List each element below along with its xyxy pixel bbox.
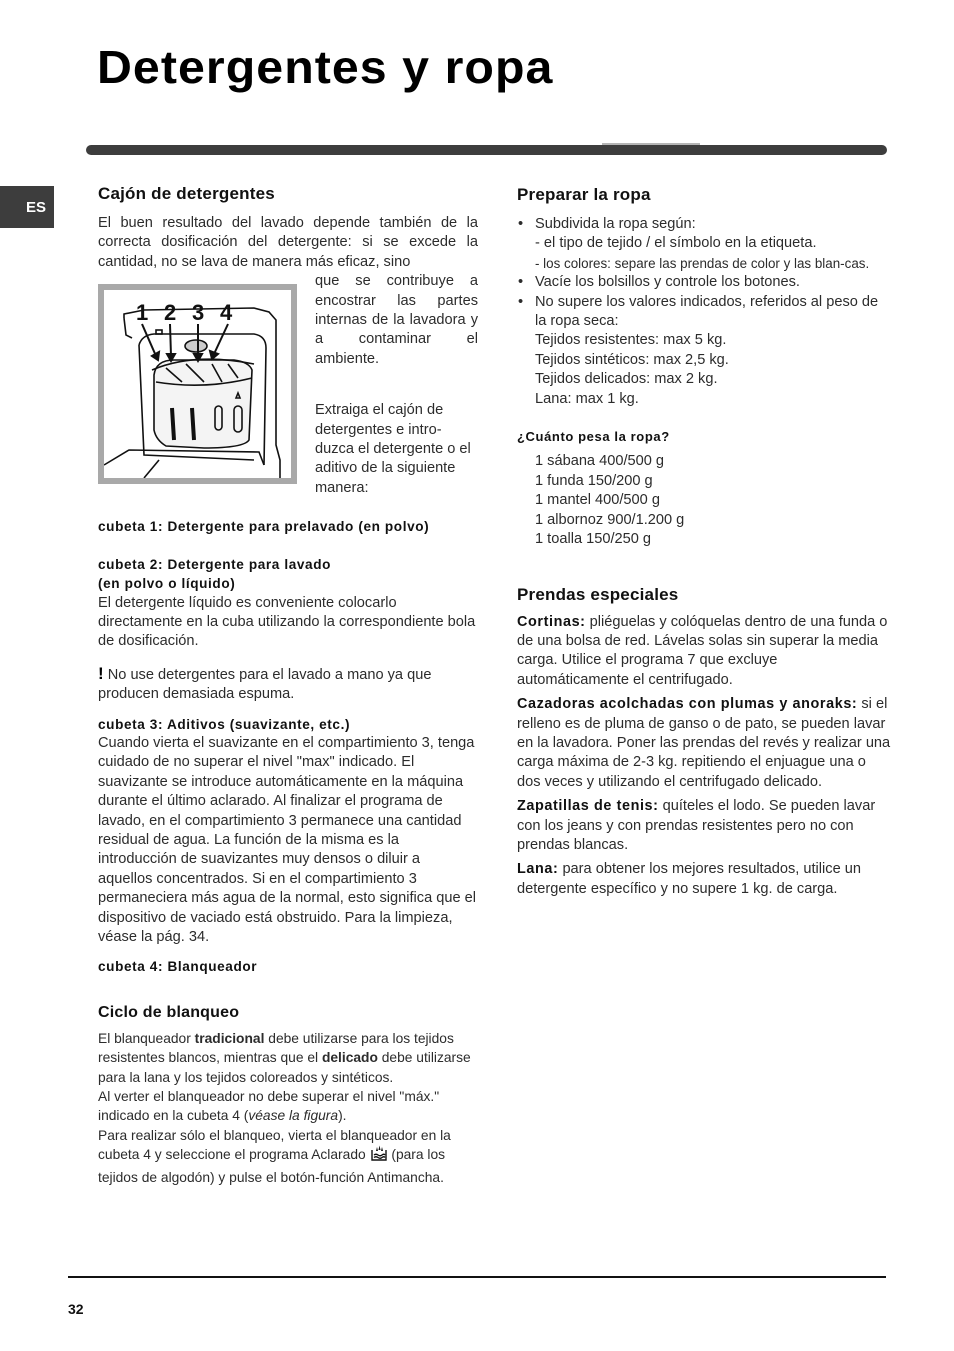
text: (para los tejidos de algodón) y pulse el botón-función Antimancha. [98, 1147, 446, 1185]
special-item-wool [517, 860, 893, 899]
section-heading-detergent-drawer: Cajón de detergentes [98, 184, 275, 203]
detergent-drawer-illustration-icon [104, 290, 291, 478]
weight-item: 1 funda 150/200 g [535, 472, 653, 489]
item-text: pliéguelas y colóquelas dentro de una funda o de una bolsa de red. Lávelas solas sin superar la media carga. Utilice el programa 7 que excluye automáticamente el centrifugado. [517, 613, 888, 688]
text: Al verter el blanqueador no debe superar el nivel "máx." indicado en la cubeta 4 ( [98, 1089, 440, 1124]
load-limit: Tejidos delicados: max 2 kg. [535, 371, 718, 388]
right-column [517, 183, 893, 899]
sub-item: - los colores: separe las prendas de color y las blan-cas. [535, 255, 870, 271]
rinse-program-icon [370, 1145, 388, 1167]
cubeta-2-title: cubeta 2: Detergente para lavado [98, 556, 331, 572]
item-text: para obtener los mejores resultados, utilice un detergente específico y no supere 1 kg. de carga. [517, 861, 861, 897]
section-heading-prepare-clothes: Preparar la ropa [517, 185, 651, 204]
figure-label-1: 1 [136, 300, 149, 326]
bleach-paragraph-2 [98, 1087, 478, 1126]
text: debe utilizarse para los tejidos resistentes blancos, mientras que el [98, 1030, 454, 1066]
bullet-text: Vacíe los bolsillos y controle los botones. [535, 274, 800, 291]
page-title: Detergentes y ropa [97, 41, 554, 93]
text: El blanqueador [98, 1030, 195, 1046]
special-item-curtains [517, 613, 893, 691]
weight-item: 1 toalla 150/250 g [535, 531, 652, 548]
bleach-cycle-section [98, 1001, 478, 1187]
list-item [517, 273, 893, 292]
special-item-jackets [517, 695, 893, 792]
warning-icon: ! [98, 663, 104, 683]
figure-label-3: 3 [192, 300, 205, 326]
list-item [517, 215, 893, 273]
bleach-paragraph-1 [98, 1029, 478, 1087]
load-limit: Lana: max 1 kg. [535, 390, 639, 407]
cubeta-3-body: Cuando vierta el suavizante en el compartimiento 3, tenga cuidado de no superar el nivel "max" indicado. El suavizante se introduce automáticamente en la máquina durante el último aclarado. Al finalizar el programa de lavado, en el compartimiento 3 permanece una cantidad residual de agua. La función de la misma es la introducción de suavizantes muy densos o diluir a aquellos concentrados. Si en el compartimiento 3 permaneciera más agua de la normal, esto significa que el dispositivo de vaciado está obstruido. Para la limpieza, véase la pág. 34. [98, 734, 477, 945]
text: debe utilizarse para la lana y los tejidos coloreados y sintéticos. [98, 1050, 471, 1085]
detergent-drawer-section [98, 182, 478, 977]
figure-label-2: 2 [164, 300, 177, 326]
weight-item: 1 mantel 400/500 g [535, 492, 660, 509]
drawer-instructions: Extraiga el cajón de detergentes e intro-duzca el detergente o el aditivo de la siguiente manera: [315, 402, 471, 496]
weight-item: 1 albornoz 900/1.200 g [535, 511, 685, 528]
bleach-paragraph-3 [98, 1126, 478, 1187]
bullet-text: • No supere los valores indicados, referidos al peso de la ropa seca: [535, 293, 879, 330]
item-label: Cazadoras acolchadas con plumas y anoraks: [517, 696, 858, 713]
item-text: si el relleno es de pluma de ganso o de pato, se pueden lavar en la lavadora. Poner las prendas del revés y realizar una carga máxima de 2-3 kg. repitiendo el enjuague una o dos veces y utilizando el centrifugado delicado. [517, 696, 891, 790]
load-limit: Tejidos resistentes: max 5 kg. [535, 332, 727, 349]
language-tab [0, 186, 54, 228]
item-label: Zapatillas de tenis: [517, 798, 659, 815]
figure-side-text [315, 272, 478, 498]
bold-text: tradicional [194, 1030, 265, 1046]
item-label: Cortinas: [517, 613, 586, 630]
prepare-clothes-section [517, 183, 893, 550]
drawer-intro: El buen resultado del lavado depende también de la correcta dosificación del detergente: si se excede la cantidad, no se lava de manera más eficaz, sino [98, 215, 478, 270]
italic-text: véase la figura [248, 1108, 339, 1124]
language-label: ES [25, 198, 46, 216]
left-column [98, 182, 478, 1187]
weight-heading: ¿Cuánto pesa la ropa? [517, 429, 670, 445]
figure-label-4: 4 [220, 300, 233, 326]
prepare-list [517, 215, 893, 409]
load-limit: Tejidos sintéticos: max 2,5 kg. [535, 351, 729, 368]
cubeta-2-body: El detergente líquido es conveniente colocarlo directamente en la cuba utilizando la correspondiente bola de dosificación. [98, 594, 476, 650]
cubeta-3-title: cubeta 3: Aditivos (suavizante, etc.) [98, 716, 351, 732]
item-text: quíteles el lodo. Se pueden lavar con los jeans y con prendas resistentes pero no con prendas blancas. [517, 798, 876, 853]
text: ). [338, 1108, 347, 1124]
section-heading-special-garments: Prendas especiales [517, 584, 679, 604]
text: Para realizar sólo el blanqueo, vierta el blanqueador en la cubeta 4 y seleccione el programa Aclarado [98, 1127, 451, 1163]
cubeta-2-subtitle: (en polvo o líquido) [98, 576, 236, 592]
footer-rule [68, 1276, 886, 1278]
cubeta-1-title: cubeta 1: Detergente para prelavado (en polvo) [98, 519, 430, 535]
bold-text: delicado [321, 1050, 378, 1066]
drawer-drawing [104, 290, 291, 478]
warning-note [98, 664, 478, 705]
detergent-drawer-figure [98, 284, 297, 484]
bullet-text: • Subdivida la ropa según: [535, 216, 696, 232]
page-number: 32 [68, 1301, 84, 1317]
special-item-sneakers [517, 797, 893, 855]
section-heading-bleach-cycle: Ciclo de blanqueo [98, 1003, 240, 1021]
list-item [517, 293, 893, 409]
title-rule [86, 145, 887, 155]
sub-item: - el tipo de tejido / el símbolo en la etiqueta. [535, 235, 817, 252]
weight-item: 1 sábana 400/500 g [535, 453, 665, 470]
drawer-intro-continued: que se contribuye a encostrar las partes internas de la lavadora y a contaminar el ambiente. [315, 273, 478, 367]
figure-row [98, 272, 478, 498]
warning-text: No use detergentes para el lavado a mano ya que producen demasiada espuma. [98, 666, 432, 703]
weight-list [517, 452, 893, 549]
item-label: Lana: [517, 861, 559, 878]
special-garments-section [517, 583, 893, 900]
cubeta-4-title: cubeta 4: Blanqueador [98, 959, 258, 975]
